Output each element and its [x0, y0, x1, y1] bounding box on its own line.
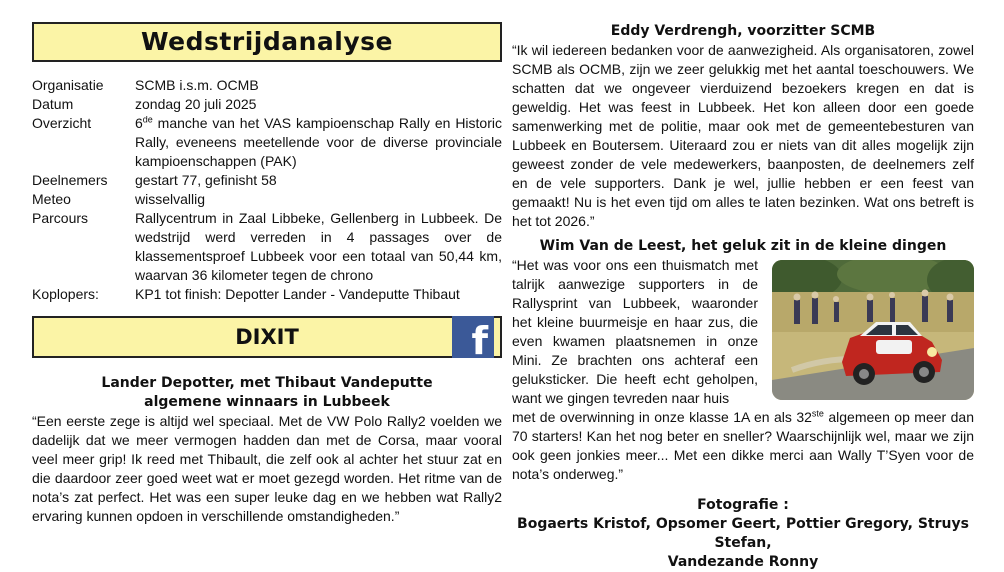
quote-text-wim: “Het was voor ons een thuismatch met talrijk aanwezige supporters in de Rallysprint van Lubbeek, waaronder het kleine buurmeisje en haar zus, die even kwamen plaatsnemen in onze Mini. Ze brachten ons achteraf een geluksticker. Die heeft echt geholpen, want we gingen tevreden naar huis — [512, 257, 758, 406]
info-label: Meteo — [32, 191, 71, 207]
info-value — [135, 114, 502, 171]
info-label: Datum — [32, 96, 74, 112]
info-value: SCMB i.s.m. OCMB — [135, 77, 259, 93]
info-label: Overzicht — [32, 115, 92, 131]
credits-line: Bogaerts Kristof, Opsomer Geert, Pottier Gregory, Struys Stefan, — [517, 516, 969, 551]
quote-text-wim-rest — [512, 408, 974, 484]
quote-subheading: algemene winnaars in Lubbeek — [144, 394, 390, 410]
photo-credits — [512, 496, 974, 572]
info-value-num: 6 — [135, 115, 143, 131]
rally-car-illustration — [772, 260, 974, 400]
info-value: wisselvallig — [135, 191, 206, 207]
info-value: gestart 77, gefinisht 58 — [135, 172, 277, 188]
info-label: Parcours — [32, 210, 89, 226]
quote-wim — [512, 256, 974, 408]
wim-rest-a: met de overwinning in onze klasse 1A en als 32 — [512, 409, 812, 425]
left-column — [32, 22, 502, 526]
info-value: zondag 20 juli 2025 — [135, 96, 257, 112]
quote-heading: Lander Depotter, met Thibaut Vandeputte — [101, 375, 433, 391]
quote-text: “Een eerste zege is altijd wel speciaal. Met de VW Polo Rally2 voelden we dadelijk dat we meer vermogen hadden dan met de Corsa, maar vooral veel meer grip! Ik reed met Thibault, die zelf ook al achter het stuur zat en die daardoor zeer goed weet wat er moet gezegd worden. Het ritme van de nota’s zat perfect. Het was een super leuke dag en we hebben wat Rally2 ervaring kunnen opdoen in verschillende omstandigheden.” — [32, 413, 502, 524]
info-value: Rallycentrum in Zaal Libbeke, Gellenberg in Lubbeek. De wedstrijd werd verreden in 4 passages over de klassementsproef Lubbeek voor een totaal van 50,44 km, waarvan 36 kilometer tegen de chrono — [135, 210, 502, 283]
wim-rest-sup: ste — [811, 408, 824, 419]
quote-lander — [32, 374, 502, 526]
dixit-header — [32, 316, 502, 358]
info-row-koplopers — [32, 285, 502, 304]
info-row-datum — [32, 95, 502, 114]
info-row-meteo — [32, 190, 502, 209]
rally-car-photo — [772, 260, 974, 400]
quote-heading-wim: Wim Van de Leest, het geluk zit in de kleine dingen — [539, 238, 947, 254]
wim-rest-b: algemeen op meer dan 70 starters! Kan het nog beter en sneller? Waarschijnlijk wel, maar we zijn ook geen jonkies meer... Met een dikke merci aan Wally T’Syen voor de nota’s onderweg.” — [512, 409, 974, 482]
facebook-icon[interactable]: f — [452, 316, 494, 358]
info-value-text: manche van het VAS kampioenschap Rally en Historic Rally, eveneens meetellende voor de diverse provinciale kampioenschappen (PAK) — [135, 115, 502, 169]
credits-heading: Fotografie : — [697, 497, 789, 513]
quote-heading-eddy: Eddy Verdrengh, voorzitter SCMB — [610, 23, 876, 39]
analysis-table — [32, 76, 502, 304]
info-row-overzicht — [32, 114, 502, 171]
info-label: Koplopers: — [32, 286, 99, 302]
info-row-organisatie — [32, 76, 502, 95]
dixit-title: DIXIT — [32, 316, 502, 358]
info-row-parcours — [32, 209, 502, 285]
info-label: Organisatie — [32, 77, 104, 93]
quote-text-eddy: “Ik wil iedereen bedanken voor de aanwezigheid. Als organisatoren, zowel SCMB als OCMB, zijn we zeer gelukkig met het aantal toeschouwers. We schatten dat we ongeveer vierduizend bezoekers kregen en dat is geweldig. Het was feest in Lubbeek. Het kon alleen door een goede samenwerking met de politie, maar ook met de gemeentebesturen van Lubbeek en Boutersem. Uiteraard zou er niets van dit alles mogelijk zijn geweest zonder de vele medewerkers, baanposten, de deelnemers zelf en de vele supporters. Dank je wel, jullie hebben er een feest van gemaakt! Nu is het even tijd om alles te laten bezinken. Wat ons betreft is het tot 2026.” — [512, 42, 974, 229]
info-value: KP1 tot finish: Depotter Lander - Vandeputte Thibaut — [135, 286, 460, 302]
credits-line: Vandezande Ronny — [667, 554, 819, 570]
analysis-title: Wedstrijdanalyse — [32, 22, 502, 62]
info-row-deelnemers — [32, 171, 502, 190]
info-label: Deelnemers — [32, 172, 108, 188]
info-value-sup: de — [142, 114, 153, 125]
right-column — [512, 22, 974, 572]
